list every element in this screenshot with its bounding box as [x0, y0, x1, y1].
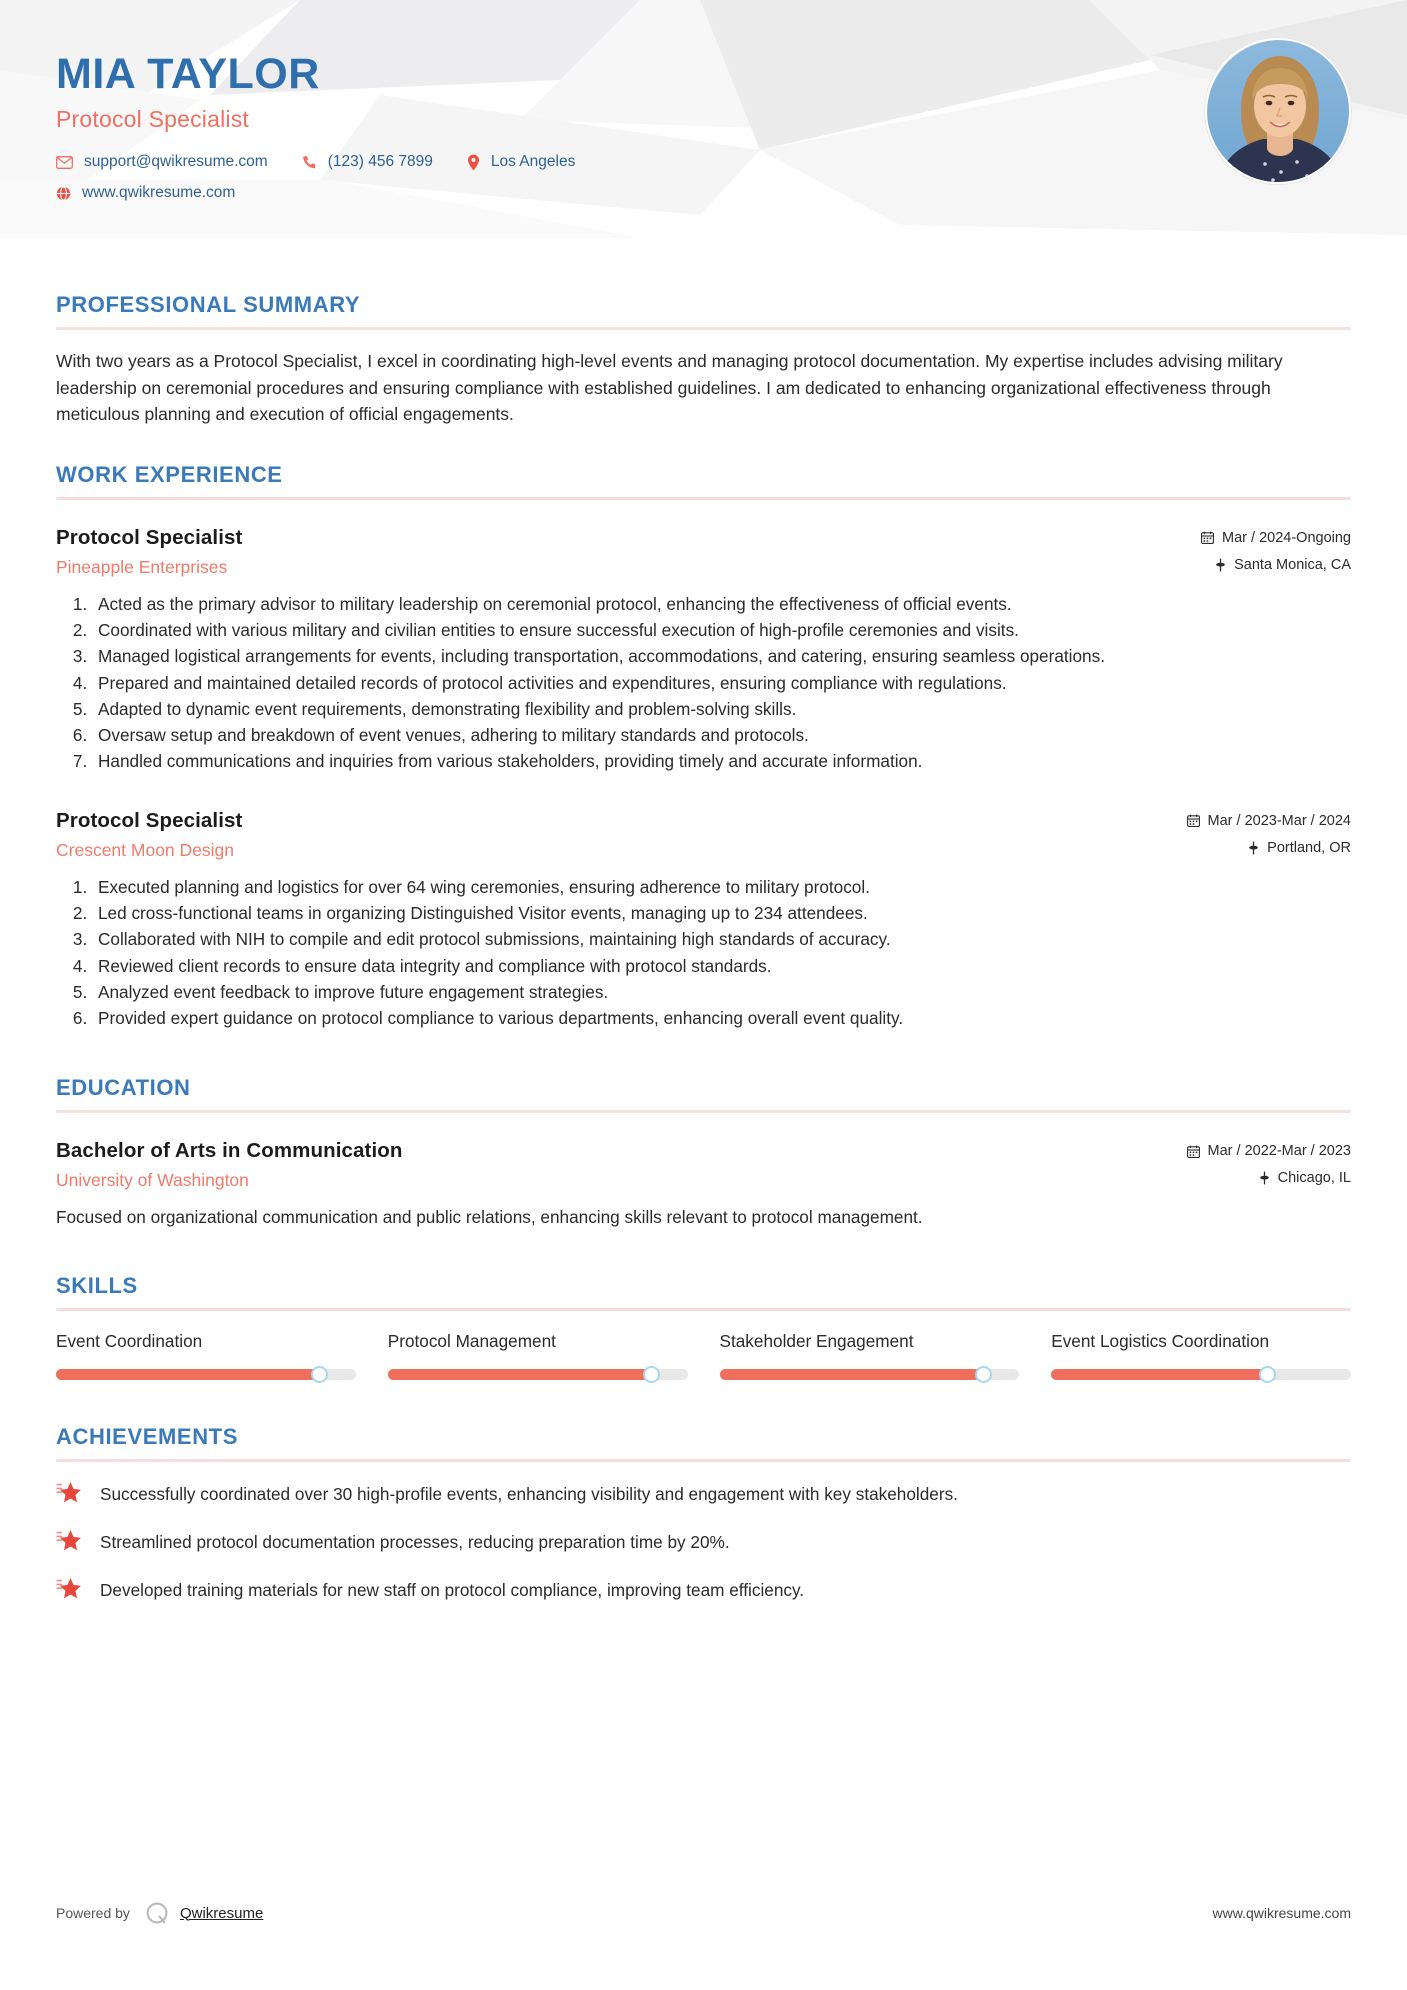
header-job-title: Protocol Specialist [56, 106, 249, 133]
education-description: Focused on organizational communication and public relations, enhancing skills relevant to protocol management. [56, 1207, 923, 1228]
education-date-line [1121, 1143, 1351, 1159]
star-achievement-icon [56, 1480, 86, 1506]
skill-progress-knob[interactable] [643, 1366, 660, 1383]
section-work-experience [56, 462, 1351, 1032]
section-divider [56, 1110, 1351, 1113]
job-role: Protocol Specialist [56, 808, 243, 832]
location-pin-icon [467, 154, 480, 171]
list-item: 3. Managed logistical arrangements for events, including transportation, accommodations, and catering, ensuring seamless operations. [92, 644, 1351, 669]
section-title-summary: PROFESSIONAL SUMMARY [56, 292, 361, 317]
education-date-text: Mar / 2022-Mar / 2023 [1207, 1143, 1351, 1160]
section-divider [56, 497, 1351, 500]
email-icon [56, 156, 73, 169]
list-item: 4. Prepared and maintained detailed records of protocol activities and expenditures, ensuring compliance with regulations. [92, 671, 1351, 696]
section-divider [56, 1459, 1351, 1462]
skill-progress-fill [56, 1369, 320, 1380]
footer-branding [56, 1900, 263, 1926]
list-item [56, 1530, 1351, 1555]
calendar-icon [1187, 1145, 1200, 1158]
resume-header [0, 0, 1407, 258]
skill-progress-bar [56, 1369, 356, 1380]
skill-label: Event Coordination [56, 1330, 203, 1351]
list-item: 3. Collaborated with NIH to compile and edit protocol submissions, maintaining high standards of accuracy. [92, 927, 1351, 952]
list-item: 6. Oversaw setup and breakdown of event venues, adhering to military standards and protocols. [92, 723, 1351, 748]
skill-progress-bar [1051, 1369, 1351, 1380]
calendar-icon [1187, 814, 1200, 827]
education-entry [56, 1139, 1351, 1230]
page-title: MIA TAYLOR [56, 50, 320, 98]
contact-email[interactable] [56, 153, 268, 171]
qwikresume-logo-icon [144, 1900, 170, 1926]
achievement-text: Streamlined protocol documentation processes, reducing preparation time by 20%. [100, 1531, 730, 1552]
skill-progress-bar [388, 1369, 688, 1380]
skill-label: Event Logistics Coordination [1051, 1330, 1270, 1351]
list-item: 2. Coordinated with various military and civilian entities to ensure successful execution of high-profile ceremonies and visits. [92, 618, 1351, 643]
list-item [56, 1578, 1351, 1603]
job-date-text: Mar / 2023-Mar / 2024 [1207, 812, 1351, 829]
list-item: 6. Provided expert guidance on protocol compliance to various departments, enhancing overall event quality. [92, 1006, 1351, 1031]
skill-label: Protocol Management [387, 1330, 556, 1351]
job-date-line [1121, 813, 1351, 829]
job-company: Crescent Moon Design [56, 839, 234, 860]
contact-row-secondary [56, 184, 1347, 202]
list-item: 2. Led cross-functional teams in organizing Distinguished Visitor events, managing up to 234 attendees. [92, 901, 1351, 926]
entry-meta [1121, 1139, 1351, 1186]
entry-left [56, 526, 1121, 578]
job-location-text: Portland, OR [1267, 839, 1351, 856]
entry-meta [1121, 809, 1351, 856]
job-date-text: Mar / 2024-Ongoing [1222, 529, 1351, 546]
avatar-image [1207, 40, 1351, 184]
job-location-text: Santa Monica, CA [1234, 556, 1351, 573]
resume-body [0, 292, 1407, 1603]
map-pin-icon [1215, 558, 1226, 572]
experience-entry [56, 526, 1351, 775]
achievement-text: Developed training materials for new staff on protocol compliance, improving team efficiency. [100, 1579, 805, 1600]
contact-website-text: www.qwikresume.com [82, 184, 236, 202]
section-title-skills: SKILLS [56, 1272, 138, 1298]
skills-grid [56, 1331, 1351, 1380]
list-item: 5. Adapted to dynamic event requirements, demonstrating flexibility and problem-solving skills. [92, 697, 1351, 722]
phone-icon [302, 155, 317, 170]
entry-meta [1121, 526, 1351, 573]
list-item [56, 1482, 1351, 1507]
section-professional-summary [56, 292, 1351, 428]
list-item: 7. Handled communications and inquiries from various stakeholders, providing timely and accurate information. [92, 749, 1351, 774]
brand-link[interactable]: Qwikresume [179, 1904, 264, 1922]
section-achievements [56, 1424, 1351, 1603]
list-item: 1. Acted as the primary advisor to military leadership on ceremonial protocol, enhancing the effectiveness of official events. [92, 592, 1351, 617]
education-location-line [1121, 1170, 1351, 1186]
map-pin-icon [1248, 841, 1259, 855]
section-title-experience: WORK EXPERIENCE [56, 461, 283, 487]
skill-progress-knob[interactable] [1259, 1366, 1276, 1383]
school-name: University of Washington [56, 1170, 249, 1191]
skill-progress-bar [720, 1369, 1020, 1380]
page-footer [56, 1900, 1351, 1926]
achievements-list [56, 1482, 1351, 1603]
education-location-text: Chicago, IL [1277, 1170, 1351, 1187]
header-content [0, 0, 1407, 202]
job-bullet-list [56, 875, 1351, 1032]
degree-title: Bachelor of Arts in Communication [56, 1139, 403, 1163]
list-item: 4. Reviewed client records to ensure data integrity and compliance with protocol standards. [92, 954, 1351, 979]
list-item: 1. Executed planning and logistics for over 64 wing ceremonies, ensuring adherence to military protocol. [92, 875, 1351, 900]
job-company: Pineapple Enterprises [56, 556, 228, 577]
job-date-line [1121, 530, 1351, 546]
contact-website[interactable] [56, 184, 235, 202]
contact-row-primary [56, 153, 1347, 171]
job-location-line [1121, 557, 1351, 573]
section-title-education: EDUCATION [56, 1075, 191, 1101]
skill-item [56, 1331, 356, 1380]
contact-phone-text: (123) 456 7899 [327, 153, 433, 171]
entry-header [56, 809, 1351, 861]
skill-item [720, 1331, 1020, 1380]
footer-url[interactable]: www.qwikresume.com [1212, 1905, 1351, 1921]
skill-label: Stakeholder Engagement [719, 1330, 914, 1351]
section-title-achievements: ACHIEVEMENTS [56, 1423, 238, 1449]
section-skills [56, 1273, 1351, 1380]
entry-left [56, 809, 1121, 861]
contact-location-text: Los Angeles [490, 153, 576, 171]
skill-progress-knob[interactable] [975, 1366, 992, 1383]
skill-item [388, 1331, 688, 1380]
contact-phone[interactable] [302, 153, 433, 171]
job-bullet-list [56, 592, 1351, 775]
contact-email-text: support@qwikresume.com [84, 153, 268, 171]
avatar [1205, 38, 1351, 184]
powered-by-label: Powered by [56, 1905, 130, 1921]
experience-entry [56, 809, 1351, 1032]
skill-progress-fill [720, 1369, 984, 1380]
skill-progress-knob[interactable] [311, 1366, 328, 1383]
contact-block [56, 153, 1347, 202]
job-role: Protocol Specialist [56, 525, 243, 549]
section-divider [56, 327, 1351, 330]
contact-location [467, 153, 575, 171]
skill-item [1051, 1331, 1351, 1380]
summary-text: With two years as a Protocol Specialist, I excel in coordinating high-level events and managing protocol documentation. My expertise includes advising military leadership on ceremonial procedures and ensuring compliance with established guidelines. I am dedicated to enhancing organizational effectiveness through meticulous planning and execution of official engagements. [56, 351, 1283, 425]
achievement-text: Successfully coordinated over 30 high-profile events, enhancing visibility and engagement with key stakeholders. [100, 1483, 958, 1504]
section-education [56, 1075, 1351, 1230]
section-divider [56, 1308, 1351, 1311]
globe-icon [56, 186, 71, 201]
skill-progress-fill [388, 1369, 652, 1380]
skill-progress-fill [1051, 1369, 1267, 1380]
entry-left [56, 1139, 1121, 1191]
list-item: 5. Analyzed event feedback to improve future engagement strategies. [92, 980, 1351, 1005]
job-location-line [1121, 840, 1351, 856]
entry-header [56, 1139, 1351, 1191]
entry-header [56, 526, 1351, 578]
map-pin-icon [1259, 1171, 1270, 1185]
star-achievement-icon [56, 1528, 86, 1554]
star-achievement-icon [56, 1576, 86, 1602]
calendar-icon [1201, 531, 1214, 544]
